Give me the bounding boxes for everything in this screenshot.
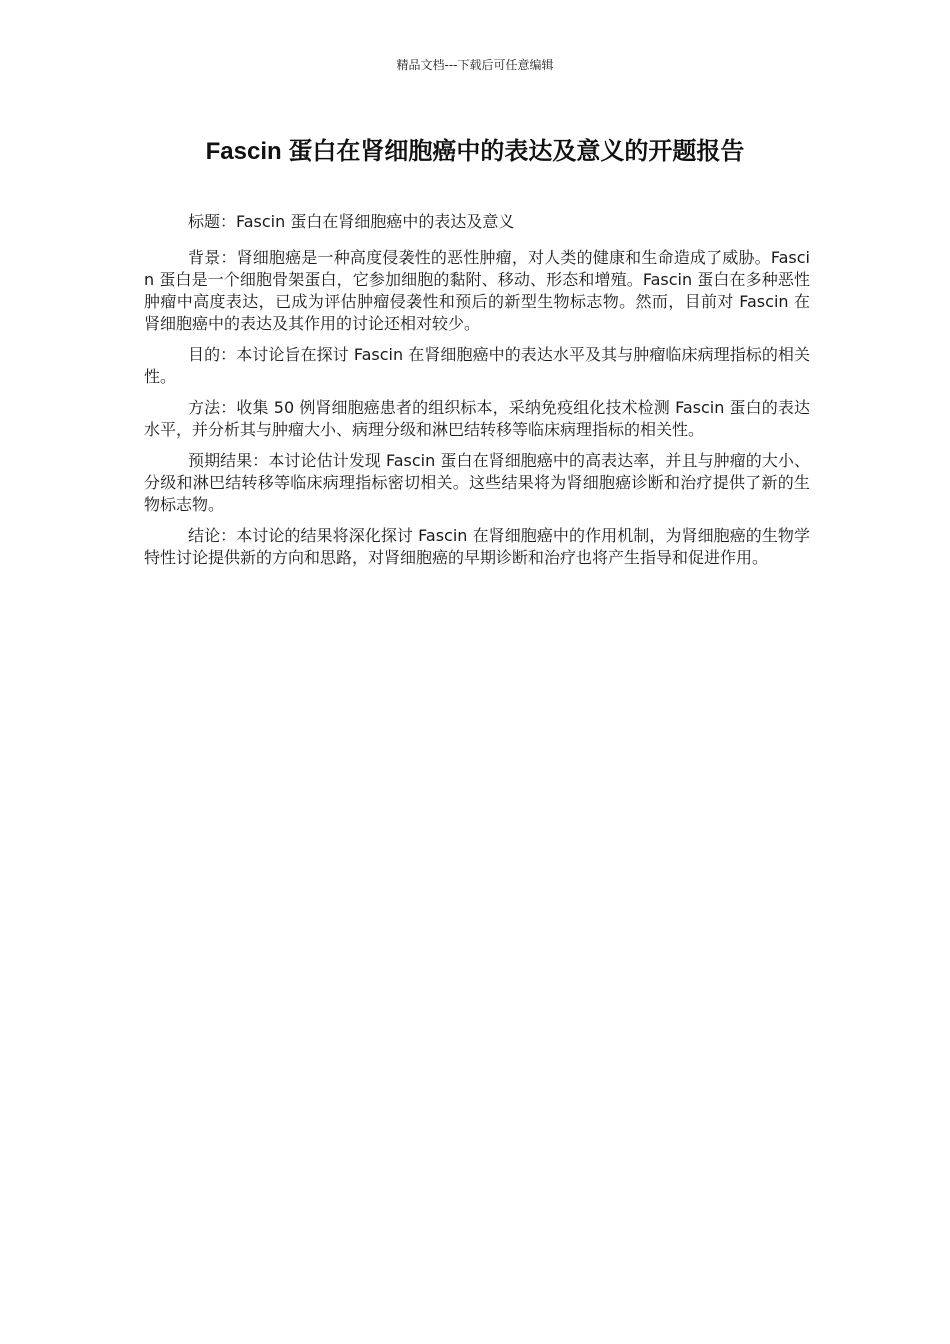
paragraph-method: 方法：收集 50 例肾细胞癌患者的组织标本，采纳免疫组化技术检测 Fascin 蛋白的表达水平，并分析其与肿瘤大小、病理分级和淋巴结转移等临床病理指标的相关性。 (144, 398, 810, 439)
header-note: 精品文档---下载后可任意编辑 (396, 58, 554, 72)
paragraph-background: 背景：肾细胞癌是一种高度侵袭性的恶性肿瘤，对人类的健康和生命造成了威胁。Fascin 蛋白是一个细胞骨架蛋白，它参加细胞的黏附、移动、形态和增殖。Fascin 蛋白在多种恶性肿瘤中高度表达，已成为评估肿瘤侵袭性和预后的新型生物标志物。然而，目前对 Fascin 在肾细胞癌中的表达及其作用的讨论还相对较少。 (144, 248, 810, 333)
paragraph-expected-results: 预期结果：本讨论估计发现 Fascin 蛋白在肾细胞癌中的高表达率，并且与肿瘤的大小、分级和淋巴结转移等临床病理指标密切相关。这些结果将为肾细胞癌诊断和治疗提供了新的生物标志物。 (144, 451, 810, 514)
paragraph-heading: 标题：Fascin 蛋白在肾细胞癌中的表达及意义 (188, 212, 515, 231)
document-title: Fascin 蛋白在肾细胞癌中的表达及意义的开题报告 (205, 138, 745, 165)
document-body (144, 211, 810, 578)
paragraph-conclusion: 结论：本讨论的结果将深化探讨 Fascin 在肾细胞癌中的作用机制，为肾细胞癌的生物学特性讨论提供新的方向和思路，对肾细胞癌的早期诊断和治疗也将产生指导和促进作用。 (144, 526, 810, 567)
paragraph-objective: 目的：本讨论旨在探讨 Fascin 在肾细胞癌中的表达水平及其与肿瘤临床病理指标的相关性。 (144, 345, 810, 386)
